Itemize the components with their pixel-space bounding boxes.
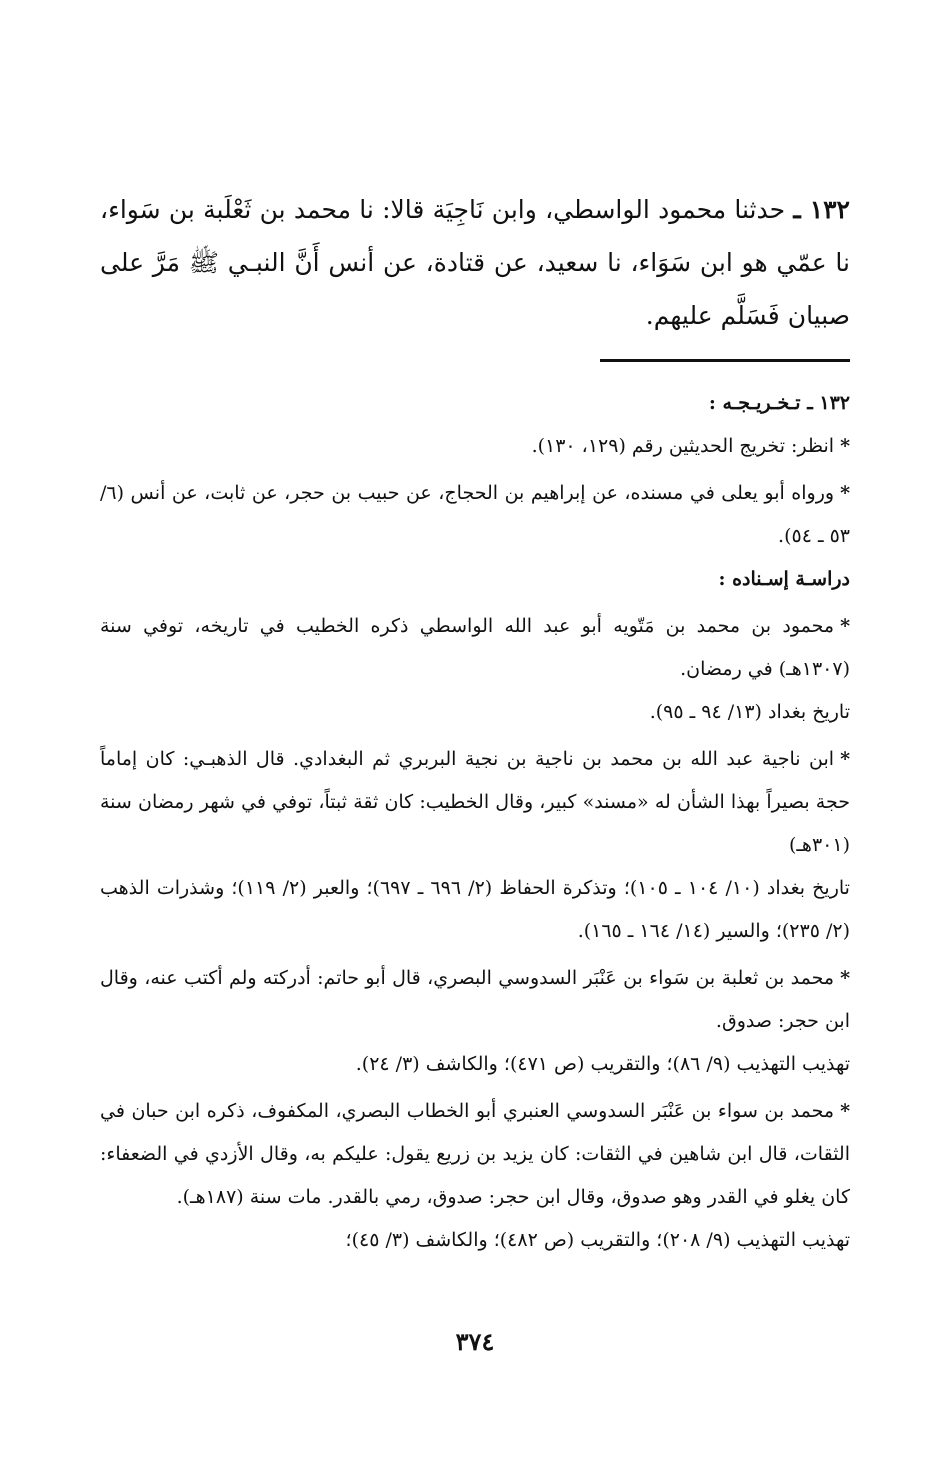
bullet-asterisk: *	[840, 435, 850, 457]
hadith-body: حدثنا محمود الواسطي، وابن نَاجِيَة قالا: نا محمد بن ثَعْلَبة بن سَواء، نا عمّي هو ابن سَوَاء، نا سعيد، عن قتادة، عن أنس أَنَّ النبـي ﷺ مَرَّ على صبيان فَسَلَّم عليهم.	[100, 195, 850, 330]
takhrij-heading: ١٣٢ ـ تـخـريـجـه :	[708, 392, 850, 414]
narrator-3-reference: تهذيب التهذيب (٩/ ٨٦)؛ والتقريب (ص ٤٧١)؛ والكاشف (٣/ ٢٤).	[355, 1053, 850, 1075]
narrator-1-reference: تاريخ بغداد (١٣/ ٩٤ ـ ٩٥).	[649, 701, 850, 723]
bullet-asterisk: *	[840, 482, 850, 504]
bullet-asterisk: *	[840, 748, 850, 770]
takhrij-item-1-text: انظر: تخريج الحديثين رقم (١٢٩، ١٣٠).	[531, 435, 835, 457]
page-number: ٣٧٤	[455, 1327, 495, 1356]
narrator-1	[100, 605, 850, 691]
narrator-4-reference: تهذيب التهذيب (٩/ ٢٠٨)؛ والتقريب (ص ٤٨٢)؛ والكاشف (٣/ ٤٥)؛	[345, 1229, 850, 1251]
narrator-2	[100, 738, 850, 867]
narrator-4	[100, 1090, 850, 1219]
narrator-3-text: محمد بن ثعلبة بن سَواء بن عَنْبَر السدوسي البصري، قال أبو حاتم: أدركته ولم أكتب عنه، وقال ابن حجر: صدوق.	[100, 967, 850, 1032]
footnotes-block	[100, 382, 850, 1262]
bullet-asterisk: *	[840, 967, 850, 989]
footnote-separator	[600, 359, 850, 362]
hadith-number: ١٣٢ ـ	[793, 195, 850, 224]
narrator-3	[100, 957, 850, 1043]
narrator-2-reference: تاريخ بغداد (١٠/ ١٠٤ ـ ١٠٥)؛ وتذكرة الحفاظ (٢/ ٦٩٦ ـ ٦٩٧)؛ والعبر (٢/ ١١٩)؛ وشذرات الذهب (٢/ ٢٣٥)؛ والسير (١٤/ ١٦٤ ـ ١٦٥).	[100, 877, 850, 942]
bullet-asterisk: *	[840, 1100, 850, 1122]
takhrij-item-1	[100, 425, 850, 468]
narrator-2-text: ابن ناجية عبد الله بن محمد بن ناجية بن نجية البربري ثم البغدادي. قال الذهبـي: كان إماماً حجة بصيراً بهذا الشأن له «مسند» كبير، وقال الخطيب: كان ثقة ثبتاً، توفي في شهر رمضان سنة (٣٠١هـ)	[100, 748, 850, 856]
hadith-text-block	[100, 183, 850, 342]
narrator-4-text: محمد بن سواء بن عَنْبَر السدوسي العنبري أبو الخطاب البصري، المكفوف، ذكره ابن حبان في الثقات، قال ابن شاهين في الثقات: كان يزيد بن زريع يقول: عليكم به، وقال الأزدي في الضعفاء: كان يغلو في القدر وهو صدوق، وقال ابن حجر: صدوق، رمي بالقدر. مات سنة (١٨٧هـ).	[100, 1100, 850, 1208]
takhrij-item-2-text: ورواه أبو يعلى في مسنده، عن إبراهيم بن الحجاج، عن حبيب بن حجر، عن ثابت، عن أنس (٦/ ٥٣ ـ ٥٤).	[100, 482, 850, 547]
isnad-heading: دراسـة إسـناده :	[718, 568, 850, 590]
bullet-asterisk: *	[840, 615, 850, 637]
narrator-1-text: محمود بن محمد بن مَتّويه أبو عبد الله الواسطي ذكره الخطيب في تاريخه، توفي سنة (١٣٠٧هـ) في رمضان.	[100, 615, 850, 680]
takhrij-item-2	[100, 472, 850, 558]
